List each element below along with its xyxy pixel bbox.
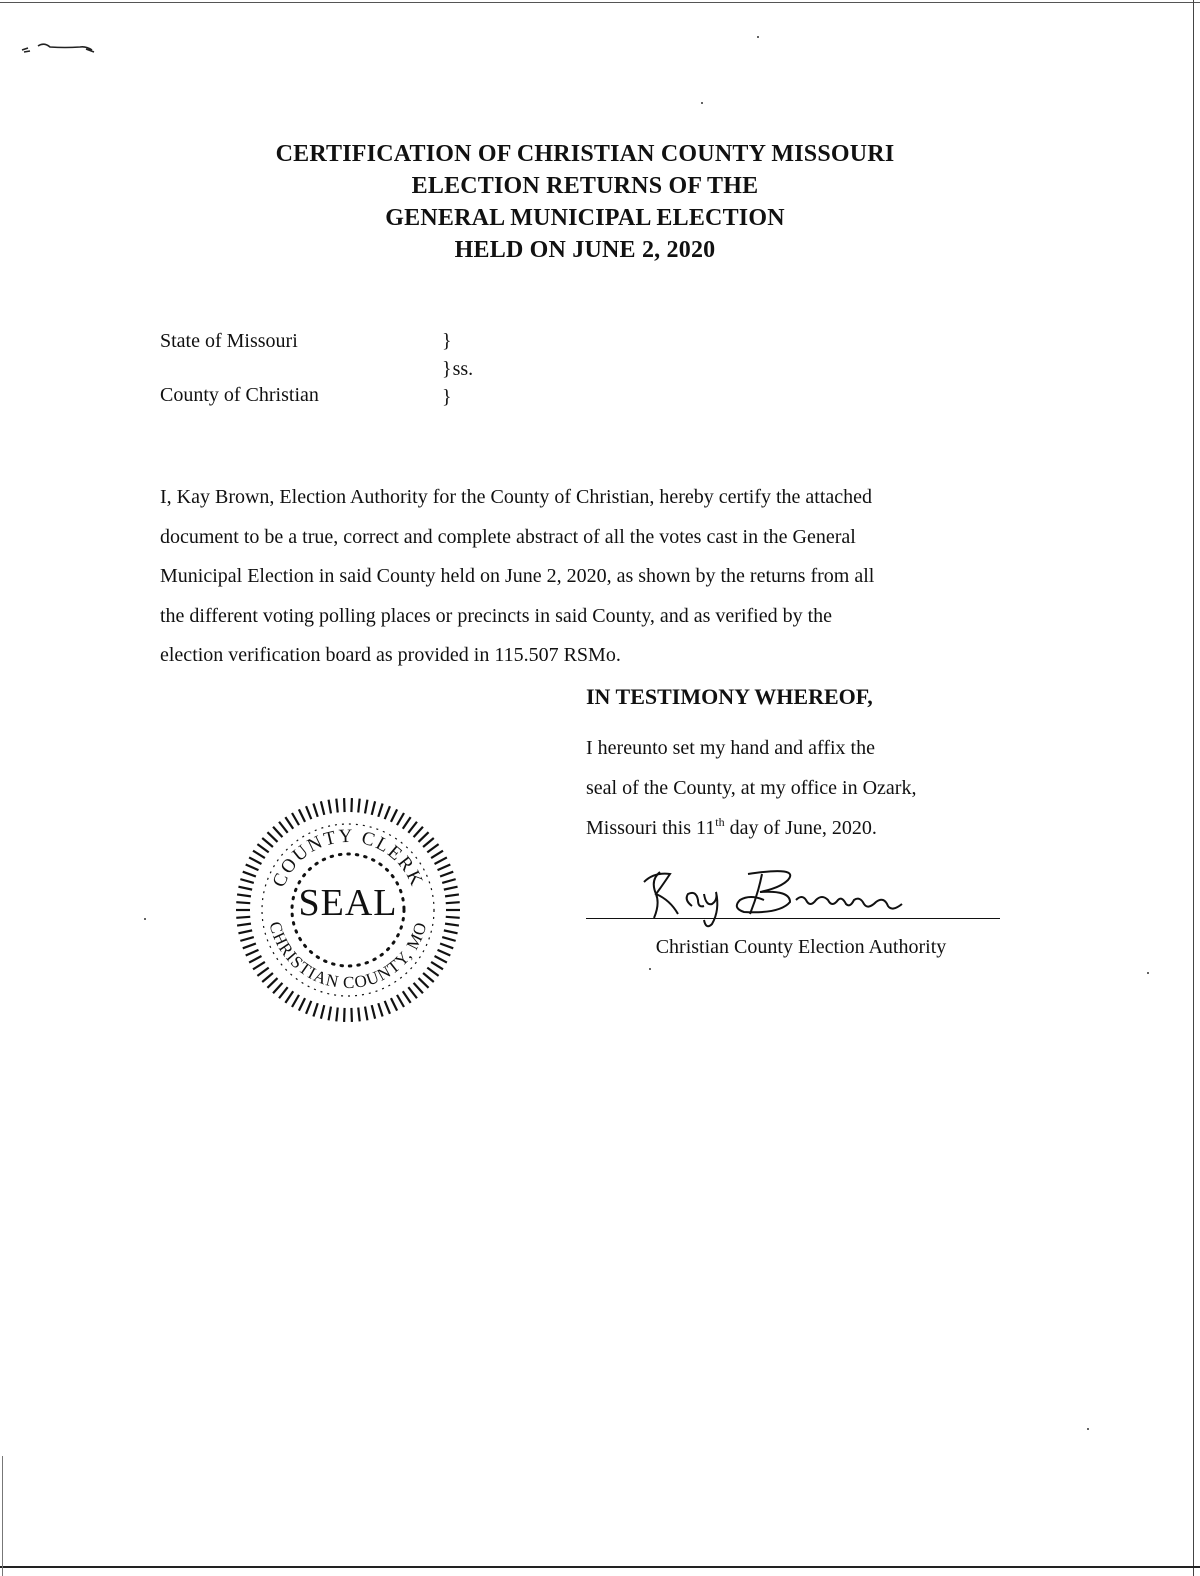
certification-paragraph	[160, 478, 1020, 676]
seal-tick	[418, 832, 428, 842]
seal-tick	[267, 978, 277, 988]
seal-tick	[246, 864, 259, 870]
seal-tick	[414, 827, 423, 837]
seal-tick	[273, 983, 282, 993]
seal-tick	[243, 872, 256, 877]
scan-edge-top	[0, 2, 1200, 3]
seal-tick	[306, 1001, 311, 1014]
seal-tick	[285, 991, 293, 1003]
seal-tick	[431, 962, 443, 969]
seal-tick	[243, 944, 256, 949]
seal-tick	[397, 813, 404, 825]
seal-tick	[414, 983, 423, 993]
seal-tick	[329, 1007, 331, 1021]
seal-tick	[438, 950, 451, 956]
seal-top-text: COUNTY CLERK	[268, 825, 428, 891]
seal-tick	[408, 987, 417, 998]
seal-tick	[438, 864, 451, 870]
title-line: GENERAL MUNICIPAL ELECTION	[385, 205, 785, 231]
scan-edge-bottom	[0, 1566, 1200, 1568]
seal-tick	[313, 1003, 317, 1016]
title-line: CERTIFICATION OF CHRISTIAN COUNTY MISSOURI	[275, 141, 895, 167]
seal-tick	[306, 806, 311, 819]
signature-line	[586, 918, 1000, 919]
seal-tick	[444, 930, 458, 933]
venue-county: County of Christian	[160, 384, 319, 406]
seal-tick	[403, 817, 411, 829]
certification-line: document to be a true, correct and complete abstract of all the votes cast in the General	[160, 525, 856, 548]
seal-tick	[299, 809, 305, 822]
seal-tick	[418, 978, 428, 988]
seal-tick	[329, 800, 331, 814]
testimony-heading: IN TESTIMONY WHEREOF,	[586, 684, 873, 709]
seal-tick	[292, 995, 299, 1007]
handwritten-signature	[640, 860, 930, 930]
seal-tick	[358, 1007, 359, 1021]
scan-speck	[144, 918, 146, 920]
seal-tick	[313, 803, 317, 816]
seal-tick	[257, 968, 268, 976]
seal-tick	[299, 998, 305, 1011]
seal-tick	[273, 827, 282, 837]
seal-tick	[423, 973, 434, 982]
seal-tick	[435, 857, 447, 864]
seal-tick	[279, 987, 288, 998]
venue-state: State of Missouri	[160, 330, 298, 352]
venue-brace-ss	[442, 358, 473, 381]
seal-tick	[257, 844, 268, 852]
seal-tick	[378, 803, 382, 816]
seal-tick	[279, 822, 288, 833]
county-clerk-seal	[228, 790, 468, 1030]
seal-center-text: SEAL	[298, 882, 398, 924]
title-line: HELD ON JUNE 2, 2020	[454, 237, 716, 263]
seal-tick	[391, 809, 397, 822]
seal-tick	[423, 838, 434, 847]
testimony-text	[586, 728, 916, 848]
seal-tick	[431, 851, 443, 858]
seal-tick	[397, 995, 404, 1007]
seal-tick	[262, 973, 273, 982]
seal-tick	[249, 956, 261, 963]
seal-tick	[292, 813, 299, 825]
scan-edge-right	[1193, 0, 1194, 1576]
seal-tick	[372, 801, 375, 815]
scan-speck	[1087, 1428, 1089, 1430]
testimony-date-suffix: day of June, 2020.	[724, 817, 877, 839]
venue-brace: }	[442, 358, 452, 380]
seal-tick	[427, 968, 438, 976]
seal-tick	[336, 799, 337, 813]
seal-tick	[365, 800, 367, 814]
seal-tick	[240, 937, 253, 941]
testimony-line	[586, 808, 916, 848]
certification-line: I, Kay Brown, Election Authority for the County of Christian, hereby certify the attached	[160, 486, 873, 508]
venue-block	[160, 330, 580, 420]
venue-ss: ss.	[452, 358, 474, 380]
seal-tick	[253, 851, 265, 858]
certification-line: Municipal Election in said County held on June 2, 2020, as shown by the returns from all	[160, 565, 875, 587]
title-line: ELECTION RETURNS OF THE	[411, 173, 759, 199]
seal-tick	[238, 930, 252, 933]
seal-tick	[378, 1003, 382, 1016]
testimony-date-prefix: Missouri this 11	[586, 817, 716, 839]
seal-tick	[435, 956, 447, 963]
venue-brace: }	[442, 330, 452, 352]
seal-tick	[336, 1007, 337, 1021]
seal-tick	[249, 857, 261, 864]
ordinal-suffix: th	[715, 815, 725, 829]
seal-tick	[285, 817, 293, 829]
scan-mark	[20, 38, 110, 58]
seal-tick	[385, 806, 390, 819]
scan-speck	[757, 36, 759, 38]
seal-tick	[253, 962, 265, 969]
scan-speck	[649, 968, 651, 970]
testimony-line: seal of the County, at my office in Ozark,	[586, 777, 917, 799]
seal-tick	[403, 991, 411, 1003]
seal-tick	[385, 1001, 390, 1014]
scan-edge-left	[2, 1456, 3, 1576]
certification-line: election verification board as provided in 115.507 RSMo.	[160, 644, 621, 666]
seal-tick	[246, 950, 259, 956]
seal-tick	[442, 937, 455, 941]
scan-speck	[701, 102, 703, 104]
seal-tick	[440, 872, 453, 877]
seal-tick	[321, 1005, 324, 1019]
seal-tick	[440, 944, 453, 949]
seal-tick	[358, 799, 359, 813]
seal-tick	[408, 822, 417, 833]
seal-bottom-text: CHRISTIAN COUNTY, MO	[265, 919, 431, 993]
seal-tick	[372, 1005, 375, 1019]
seal-tick	[262, 838, 273, 847]
seal-tick	[365, 1007, 367, 1021]
seal-tick	[391, 998, 397, 1011]
document-title	[0, 138, 1170, 266]
seal-tick	[321, 801, 324, 815]
scan-speck	[1147, 972, 1149, 974]
venue-brace: }	[442, 386, 452, 408]
signature-caption: Christian County Election Authority	[655, 936, 947, 958]
seal-tick	[267, 832, 277, 842]
seal-tick	[427, 844, 438, 852]
testimony-line: I hereunto set my hand and affix the	[586, 737, 875, 759]
certification-line: the different voting polling places or precincts in said County, and as verified by the	[160, 604, 833, 627]
